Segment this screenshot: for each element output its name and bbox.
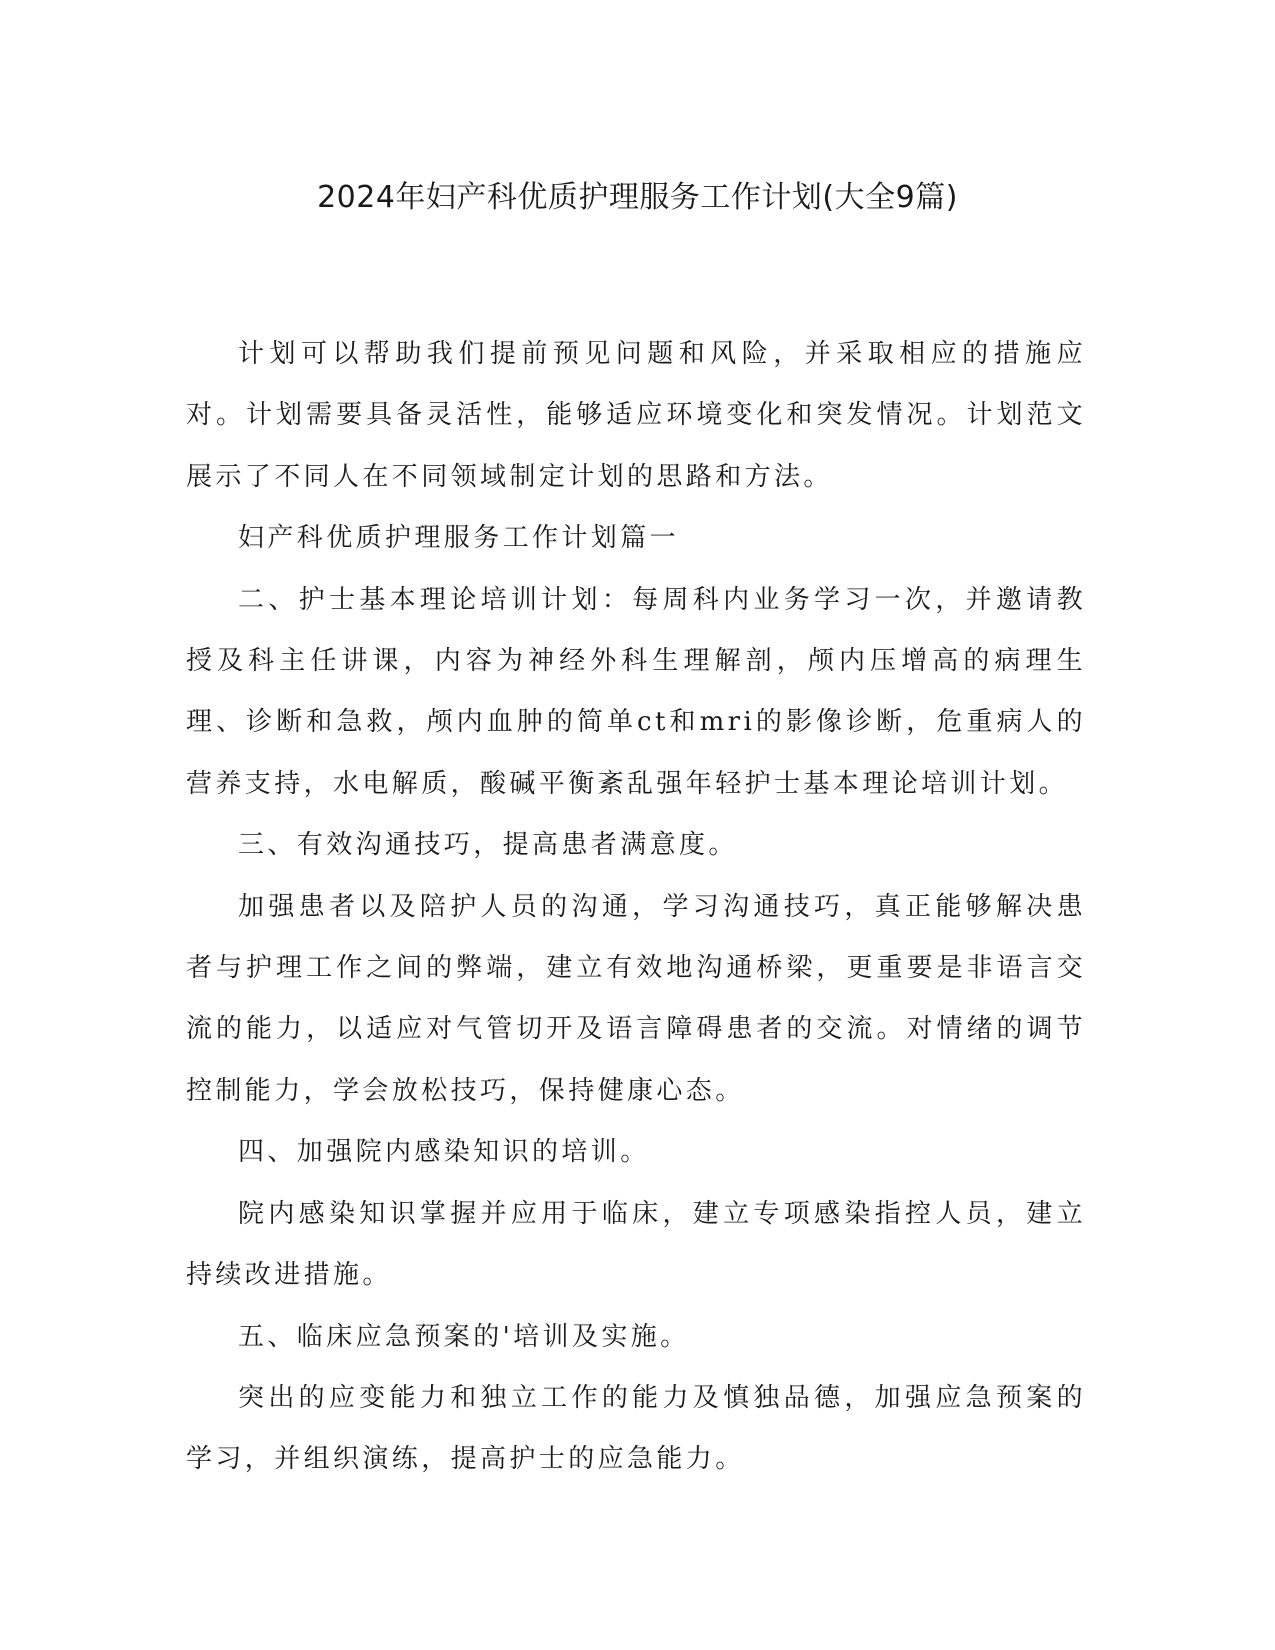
document-body <box>186 324 1086 1491</box>
paragraph-infection: 院内感染知识掌握并应用于临床，建立专项感染指控人员，建立持续改进措施。 <box>186 1198 1086 1291</box>
heading-communication-skills: 三、有效沟通技巧，提高患者满意度。 <box>238 830 738 861</box>
document-title: 2024年妇产科优质护理服务工作计划(大全9篇) <box>317 180 958 215</box>
heading-infection-training: 四、加强院内感染知识的培训。 <box>238 1137 650 1168</box>
heading-emergency-plan: 五、临床应急预案的'培训及实施。 <box>238 1321 690 1352</box>
paragraph-communication: 加强患者以及陪护人员的沟通，学习沟通技巧，真正能够解决患者与护理工作之间的弊端，建立有效地沟通桥梁，更重要是非语言交流的能力，以适应对气管切开及语言障碍患者的交流。对情绪的调节控制能力，学会放松技巧，保持健康心态。 <box>186 891 1086 1106</box>
paragraph-intro: 计划可以帮助我们提前预见问题和风险，并采取相应的措施应对。计划需要具备灵活性，能够适应环境变化和突发情况。计划范文展示了不同人在不同领域制定计划的思路和方法。 <box>186 339 1086 492</box>
paragraph-theory-training: 二、护士基本理论培训计划：每周科内业务学习一次，并邀请教授及科主任讲课，内容为神经外科生理解剖，颅内压增高的病理生理、诊断和急救，颅内血肿的简单ct和mri的影像诊断，危重病人的营养支持，水电解质，酸碱平衡紊乱强年轻护士基本理论培训计划。 <box>186 584 1086 799</box>
section-heading-part-one: 妇产科优质护理服务工作计划篇一 <box>238 523 680 554</box>
paragraph-emergency: 突出的应变能力和独立工作的能力及慎独品德，加强应急预案的学习，并组织演练，提高护士的应急能力。 <box>186 1382 1086 1475</box>
